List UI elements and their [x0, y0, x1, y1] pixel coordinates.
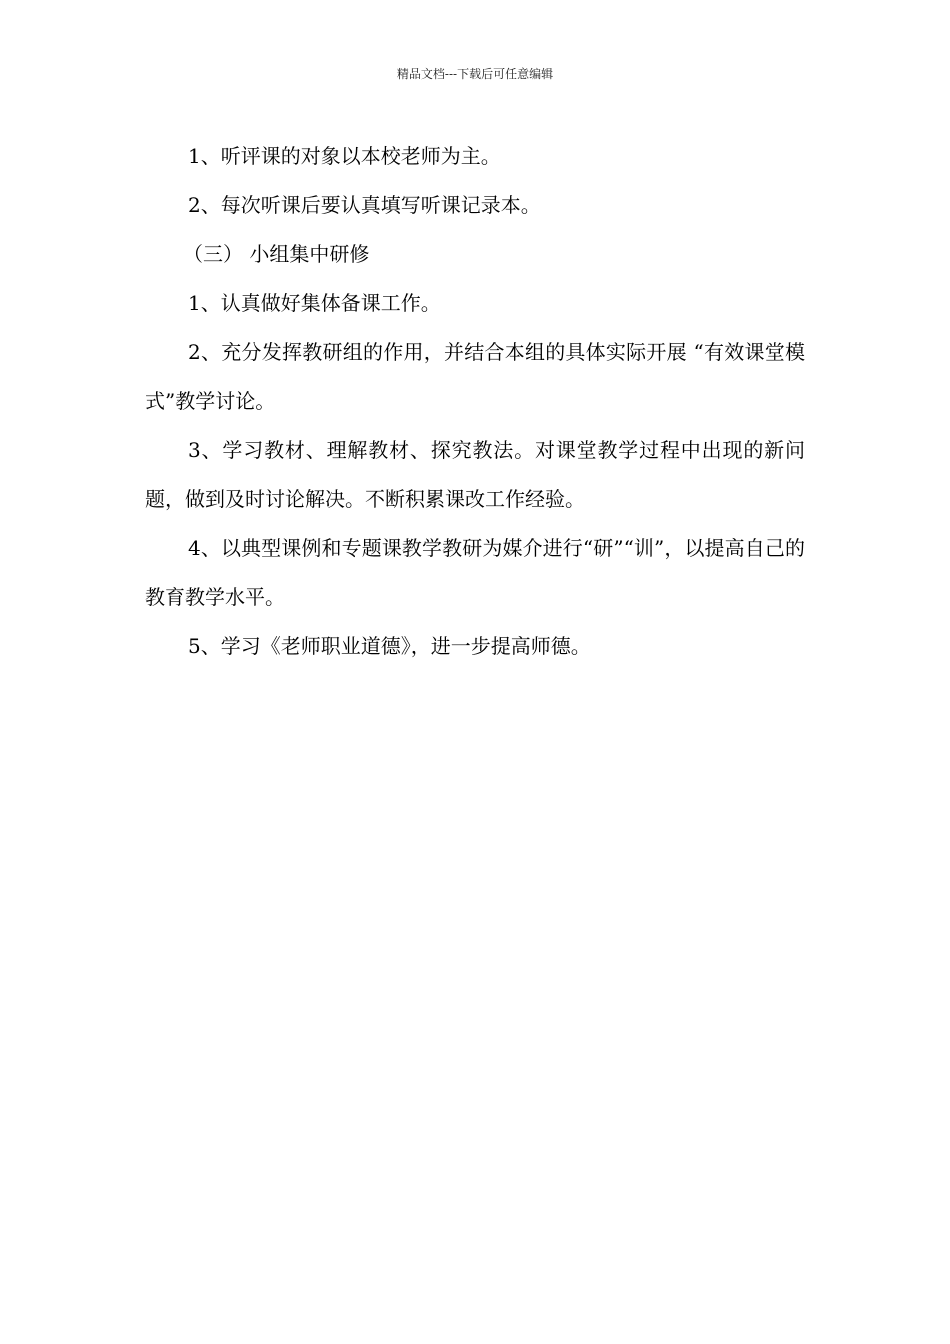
paragraph-4: 2、充分发挥教研组的作用，并结合本组的具体实际开展 “有效课堂模式”教学讨论。: [145, 340, 805, 413]
paragraph-5: 3、学习教材、理解教材、探究教法。对课堂教学过程中出现的新问题，做到及时讨论解决。不断积累课改工作经验。: [145, 438, 805, 511]
paragraph-3: 1、认真做好集体备课工作。: [188, 291, 441, 315]
document-body: [145, 132, 805, 671]
paragraph-7: 5、学习《老师职业道德》，进一步提高师德。: [188, 634, 591, 658]
paragraph-6: 4、以典型课例和专题课教学教研为媒介进行“研”“训”，以提高自己的教育教学水平。: [145, 536, 805, 609]
paragraph-2: 2、每次听课后要认真填写听课记录本。: [188, 193, 541, 217]
paragraph-1: 1、听评课的对象以本校老师为主。: [188, 144, 501, 168]
page-header: 精品文档---下载后可任意编辑: [396, 67, 554, 81]
section-heading: （三） 小组集中研修: [183, 242, 370, 266]
